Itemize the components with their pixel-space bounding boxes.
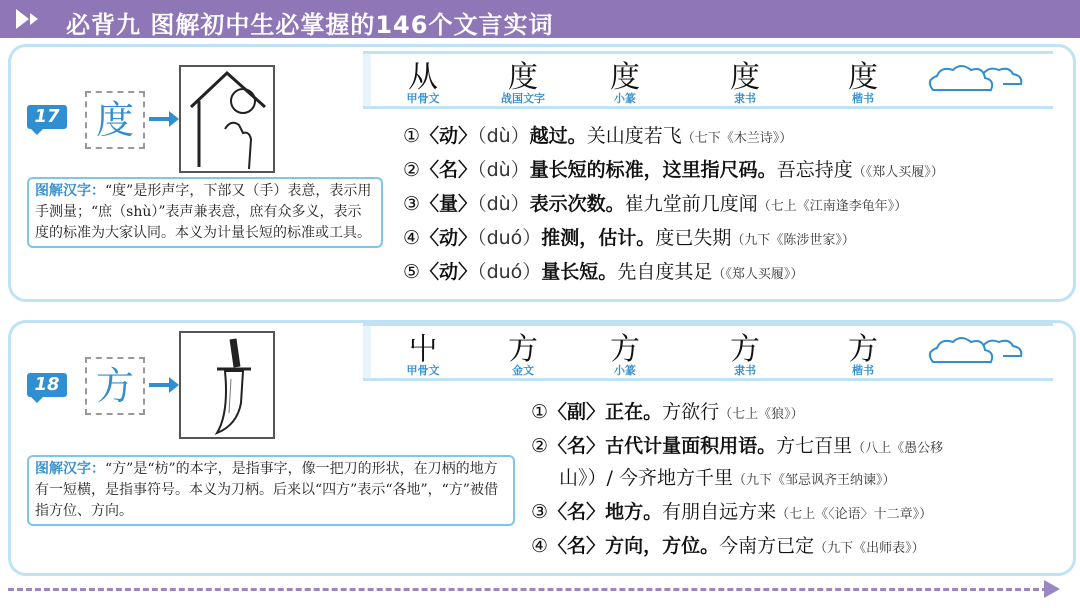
def-pinyin: （dù）: [477, 159, 530, 181]
def-num: ②: [403, 159, 421, 181]
script-label: 甲骨文: [406, 92, 440, 105]
def-pos: 〈量〉: [420, 193, 478, 215]
def-source: （九下《出师表》）: [814, 541, 925, 556]
script-glyph: 方: [610, 332, 640, 367]
def-example: 方欲行: [662, 401, 720, 423]
def-pos: 〈副〉: [548, 401, 606, 423]
script-evolution-bar: [363, 323, 1053, 381]
script-glyph: 屮: [408, 332, 438, 367]
def-pinyin: （dù）: [477, 193, 530, 215]
def-example: 有朋自远方来: [662, 501, 777, 523]
explain-box: [27, 455, 515, 526]
def-source: （《郑人买履》）: [852, 165, 944, 180]
def-num: ④: [403, 227, 421, 249]
def-num: ③: [531, 501, 549, 523]
arrow-right-icon: [149, 117, 173, 121]
script-evolution-bar: [363, 51, 1053, 109]
definition-row: [403, 223, 855, 250]
definition-row-continued: [559, 463, 895, 490]
play-arrow-small-icon: [30, 13, 38, 25]
play-arrow-icon: [16, 9, 29, 29]
def-pos: 〈名〉: [548, 435, 606, 457]
definition-row: [403, 121, 792, 148]
def-example: 崔九堂前几度闻: [624, 193, 758, 215]
explain-text: “度”是形声字，下部又（手）表意，表示用手测量；“庶（shù）”表声兼表意，庶有众多义，表示度的标准为大家认同。本义为计量长短的标准或工具。: [35, 183, 372, 241]
page-title: 必背九 图解初中生必掌握的146个文言实词: [66, 11, 554, 39]
script-label: 楷书: [852, 92, 874, 105]
script-label: 楷书: [852, 364, 874, 377]
def-meaning: 正在。: [605, 401, 663, 423]
def-pinyin: （duó）: [477, 261, 542, 283]
header-bar: [0, 0, 1080, 38]
arrow-right-icon: [149, 383, 173, 387]
def-meaning: 地方。: [605, 501, 663, 523]
def-pos: 〈名〉: [548, 535, 606, 557]
script-glyph: 度: [610, 60, 640, 95]
def-pos: 〈名〉: [548, 501, 606, 523]
def-meaning: 量长短的标准，这里指尺码。: [529, 159, 777, 181]
def-example: 吾忘持度: [776, 159, 853, 181]
illustration-knife: [179, 331, 275, 439]
script-label: 隶书: [734, 92, 756, 105]
def-meaning: 古代计量面积用语。: [605, 435, 777, 457]
script-glyph: 方: [508, 332, 538, 367]
script-label: 甲骨文: [406, 364, 440, 377]
script-label: 小篆: [614, 364, 636, 377]
def-source: （七上《〈论语〉十二章》）: [776, 507, 933, 522]
def-num: ①: [403, 125, 421, 147]
definition-row: [403, 257, 803, 284]
definition-row: [531, 397, 804, 424]
def-meaning: 表示次数。: [529, 193, 625, 215]
def-example: 度已失期: [655, 227, 732, 249]
def-num: ②: [531, 435, 549, 457]
def-example: 方七百里: [776, 435, 853, 457]
entry-number: 17: [27, 105, 67, 129]
def-meaning: 推测，估计。: [541, 227, 656, 249]
definition-row: [403, 155, 944, 182]
def-pos: 〈名〉: [420, 159, 478, 181]
def-meaning: 方向，方位。: [605, 535, 720, 557]
cloud-icon: [923, 60, 1033, 100]
def-pos: 〈动〉: [420, 227, 478, 249]
script-label: 金文: [512, 364, 534, 377]
footer-arrow-icon: [1044, 580, 1060, 598]
script-glyph: 方: [848, 332, 878, 367]
def-source: （八上《愚公移: [852, 441, 944, 456]
def-num: ④: [531, 535, 549, 557]
def-pinyin: （dù）: [477, 125, 530, 147]
def-pos: 〈动〉: [420, 261, 478, 283]
def-source: （《郑人买履》）: [712, 267, 804, 282]
script-glyph: 度: [848, 60, 878, 95]
def-source: （七下《木兰诗》）: [681, 131, 793, 146]
def-example: 关山度若飞: [586, 125, 682, 147]
def-source: （七上《狼》）: [719, 407, 804, 422]
bar-edge: [363, 326, 371, 378]
def-example: 山》）/ 今齐地方千里: [559, 467, 733, 489]
def-num: ③: [403, 193, 421, 215]
definition-row: [403, 189, 907, 216]
explain-lead: 图解汉字：: [35, 183, 105, 199]
entry-number: 18: [27, 373, 67, 397]
def-source: （九下《陈涉世家》）: [731, 233, 855, 248]
entry-card-18: [8, 320, 1076, 576]
explain-lead: 图解汉字：: [35, 461, 105, 477]
def-pinyin: （duó）: [477, 227, 542, 249]
script-label: 隶书: [734, 364, 756, 377]
def-source: （七上《江南逢李龟年》）: [757, 199, 908, 214]
explain-box: [27, 177, 383, 248]
def-source: （九下《邹忌讽齐王纳谏》）: [732, 473, 896, 488]
script-label: 战国文字: [501, 92, 545, 105]
def-meaning: 量长短。: [541, 261, 618, 283]
script-glyph: 方: [730, 332, 760, 367]
script-glyph: 从: [408, 60, 438, 95]
definition-row: [531, 431, 943, 458]
explain-text: “方”是“枋”的本字，是指事字，像一把刀的形状，在刀柄的地方有一短横，是指事符号。本义为刀柄。后来以“四方”表示“各地”，“方”被借指方位、方向。: [35, 461, 498, 519]
def-example: 今南方已定: [719, 535, 815, 557]
def-pos: 〈动〉: [420, 125, 478, 147]
entry-char: 方: [85, 357, 145, 415]
def-num: ①: [531, 401, 549, 423]
illustration-hand-measure: [179, 65, 275, 173]
def-num: ⑤: [403, 261, 421, 283]
bar-edge: [363, 54, 371, 106]
def-meaning: 越过。: [529, 125, 587, 147]
script-glyph: 度: [508, 60, 538, 95]
definition-row: [531, 497, 932, 524]
def-example: 先自度其足: [617, 261, 713, 283]
definition-row: [531, 531, 925, 558]
script-label: 小篆: [614, 92, 636, 105]
entry-char: 度: [85, 91, 145, 149]
script-glyph: 度: [730, 60, 760, 95]
footer-dashed-line: [8, 588, 1048, 591]
cloud-icon: [923, 332, 1033, 372]
entry-card-17: [8, 44, 1076, 302]
